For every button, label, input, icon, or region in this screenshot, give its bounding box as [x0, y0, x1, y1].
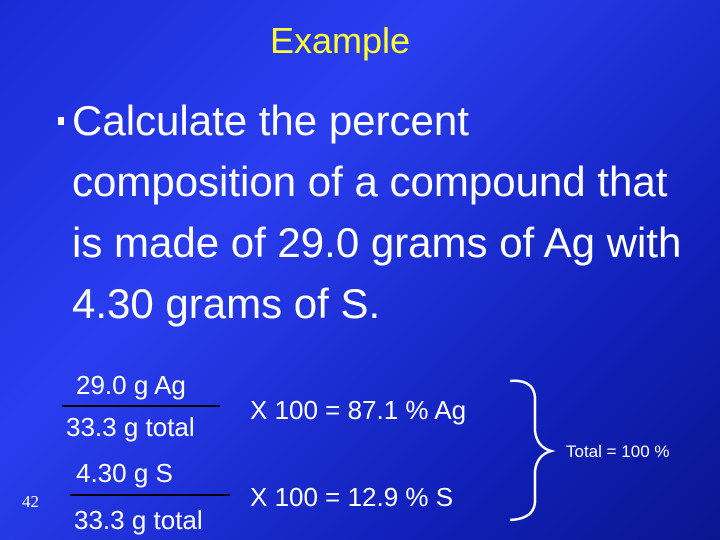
curly-brace-icon: [505, 375, 565, 525]
calc-2-numerator: 4.30 g S: [76, 458, 173, 488]
bullet-marker-icon: [58, 117, 64, 125]
bullet-text: Calculate the percent composition of a compound that is made of 29.0 grams of Ag with 4.30 grams of S.: [72, 97, 682, 327]
slide-title: Example: [270, 20, 411, 61]
calc-1-fraction-line: [62, 405, 220, 407]
calc-1-result: X 100 = 87.1 % Ag: [250, 395, 467, 425]
calc-2-result: X 100 = 12.9 % S: [250, 482, 454, 512]
calc-2-denominator: 33.3 g total: [74, 505, 203, 535]
slide-number: 42: [22, 492, 39, 511]
calc-1-numerator: 29.0 g Ag: [76, 370, 186, 400]
calc-2-fraction-line: [70, 494, 230, 496]
total-label: Total = 100 %: [566, 442, 670, 461]
calc-1-denominator: 33.3 g total: [66, 412, 195, 442]
